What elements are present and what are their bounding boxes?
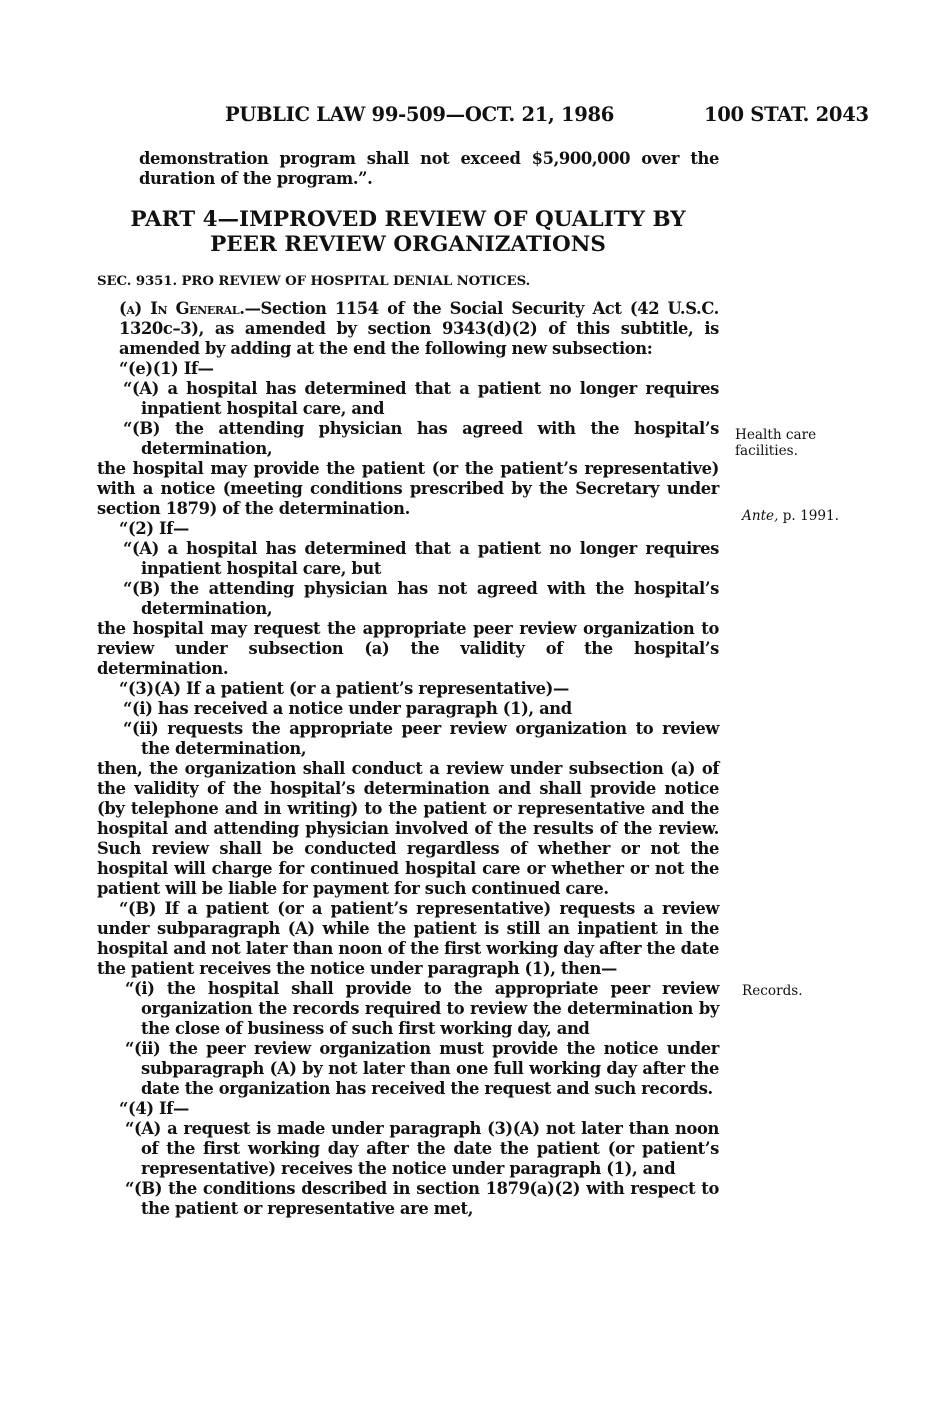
- paragraph-e1-B: “(B) the attending physician has agreed with the hospital’s determination,: [123, 419, 719, 458]
- paragraph-e1-tail: the hospital may provide the patient (or the patient’s representative) with a notice (meeting conditions prescribed by the Secretary under section 1879) of the determination.: [97, 459, 719, 518]
- paragraph-e3A-tail: then, the organization shall conduct a review under subsection (a) of the validity of the hospital’s determination and shall provide notice (by telephone and in writing) to the patient or representative and the hospital and attending physician involved of the results of the review. Such review shall be conducted regardless of whether or not the hospital will charge for continued hospital care or whether or not the patient will be liable for payment for such continued care.: [97, 759, 719, 898]
- margin-note-health-care: [735, 427, 816, 459]
- paragraph-e1-A: “(A) a hospital has determined that a patient no longer requires inpatient hospital care, and: [123, 379, 719, 418]
- running-header-title: PUBLIC LAW 99-509—OCT. 21, 1986: [225, 103, 615, 126]
- paragraph-e3B-ii: “(ii) the peer review organization must provide the notice under subparagraph (A) by not later than one full working day after the date the organization has received the request and such records.: [125, 1039, 719, 1098]
- running-header-stat-page: 100 STAT. 2043: [704, 103, 869, 126]
- margin-note-ante-page: p. 1991.: [778, 508, 839, 524]
- paragraph-e4-lead: “(4) If—: [119, 1099, 189, 1118]
- subsection-a-text: —Section 1154 of the Social Security Act (42 U.S.C. 1320c–3), as amended by section 9343(d)(2) of this subtitle, is amended by adding at the end the following new subsection:: [119, 299, 719, 358]
- paragraph-e3A-ii: “(ii) requests the appropriate peer review organization to review the determination,: [123, 719, 719, 758]
- part-title-line-1: PART 4—IMPROVED REVIEW OF QUALITY BY: [130, 207, 686, 232]
- margin-note-ante-italic: Ante,: [742, 508, 779, 524]
- margin-note-health-care-line-2: facilities.: [735, 443, 798, 459]
- section-heading: SEC. 9351. PRO REVIEW OF HOSPITAL DENIAL NOTICES.: [97, 274, 531, 289]
- margin-note-ante: [742, 508, 839, 524]
- part-title-line-2: PEER REVIEW ORGANIZATIONS: [210, 232, 606, 257]
- paragraph-e3B-i: “(i) the hospital shall provide to the appropriate peer review organization the records required to review the determination by the close of business of such first working day, and: [125, 979, 719, 1038]
- paragraph-e1-lead: “(e)(1) If—: [119, 359, 214, 378]
- paragraph-e2-lead: “(2) If—: [119, 519, 189, 538]
- margin-note-records: Records.: [742, 983, 803, 999]
- paragraph-e4-B: “(B) the conditions described in section 1879(a)(2) with respect to the patient or representative are met,: [125, 1179, 719, 1218]
- paragraph-e2-A: “(A) a hospital has determined that a patient no longer requires inpatient hospital care, but: [123, 539, 719, 578]
- margin-note-health-care-line-1: Health care: [735, 427, 817, 443]
- part-title: [97, 207, 719, 257]
- paragraph-e2-B: “(B) the attending physician has not agreed with the hospital’s determination,: [123, 579, 719, 618]
- subsection-a-paragraph: [97, 299, 719, 359]
- paragraph-e2-tail: the hospital may request the appropriate peer review organization to review under subsection (a) the validity of the hospital’s determination.: [97, 619, 719, 678]
- subsection-a-label: (a) In General.: [119, 299, 245, 318]
- statute-body: [97, 149, 719, 1219]
- paragraph-e4-A: “(A) a request is made under paragraph (3)(A) not later than noon of the first working day after the date the patient (or patient’s representative) receives the notice under paragraph (1), and: [125, 1119, 719, 1178]
- paragraph-e3A-lead: “(3)(A) If a patient (or a patient’s representative)—: [119, 679, 569, 698]
- paragraph-e3B-lead: “(B) If a patient (or a patient’s representative) requests a review under subparagraph (A) while the patient is still an inpatient in the hospital and not later than noon of the first working day after the date the patient receives the notice under paragraph (1), then—: [97, 899, 719, 978]
- demonstration-program-paragraph: demonstration program shall not exceed $5,900,000 over the duration of the program.”.: [139, 149, 719, 188]
- paragraph-e3A-i: “(i) has received a notice under paragraph (1), and: [123, 699, 572, 718]
